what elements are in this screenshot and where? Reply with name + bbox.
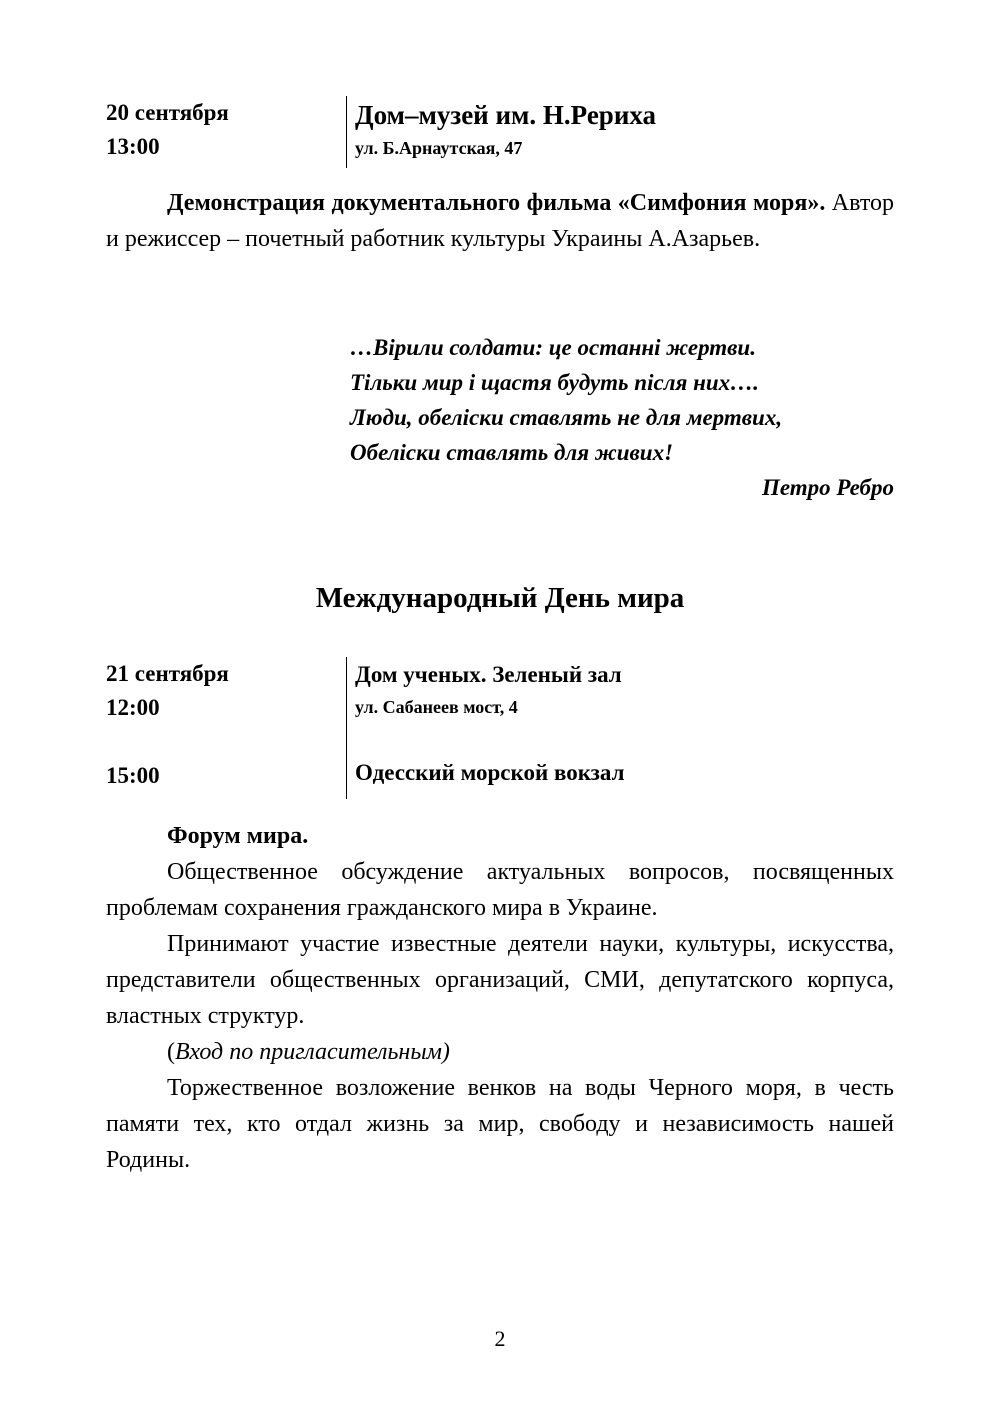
event-description: [106, 185, 894, 257]
description-bold: Демонстрация документального фильма «Симфония моря».: [167, 190, 826, 216]
forum-title: Форум мира.: [167, 823, 309, 849]
event-date: 20 сентября: [106, 100, 229, 125]
event-time-2: 15:00: [106, 763, 160, 788]
section-title: Международный День мира: [315, 582, 685, 614]
event-date: 21 сентября: [106, 661, 229, 686]
event-venue-block: [346, 96, 656, 168]
event-datetime: [106, 657, 341, 793]
poem-line: Обеліски ставлять для живих!: [350, 440, 674, 465]
poem-line: Тільки мир і щастя будуть після них….: [350, 370, 759, 395]
poem-epigraph: [350, 330, 894, 505]
venue-address: ул. Б.Арнаутская, 47: [355, 138, 523, 158]
poem-line: …Вірили солдати: це останні жертви.: [350, 335, 756, 360]
venue-name: Дом ученых. Зеленый зал: [355, 662, 622, 687]
poem-author: Петро Ребро: [761, 475, 894, 500]
forum-section: [106, 818, 894, 1178]
venue-name-2: Одесский морской вокзал: [355, 760, 625, 785]
forum-paragraph: Общественное обсуждение актуальных вопросов, посвященных проблемам сохранения гражданского мира в Украине.: [106, 859, 894, 921]
forum-paragraph: Торжественное возложение венков на воды Черного моря, в честь памяти тех, кто отдал жизнь за мир, свободу и независимость нашей Родины.: [106, 1075, 894, 1173]
forum-note: (Вход по пригласительным): [167, 1039, 450, 1065]
forum-paragraph: Принимают участие известные деятели науки, культуры, искусства, представители общественных организаций, СМИ, депутатского корпуса, властных структур.: [106, 931, 894, 1029]
venue-address: ул. Сабанеев мост, 4: [355, 697, 518, 717]
event-venue-block: [346, 657, 625, 799]
event-time: 12:00: [106, 695, 160, 720]
venue-name: Дом–музей им. Н.Рериха: [355, 100, 657, 130]
poem-line: Люди, обеліски ставлять не для мертвих,: [350, 405, 783, 430]
event-datetime: [106, 96, 341, 164]
invitation-note: Вход по пригласительным): [175, 1039, 450, 1065]
description-text: Автор и режиссер – почетный работник культуры Украины А.Азарьев.: [106, 190, 894, 252]
event-time: 13:00: [106, 134, 160, 159]
page-number: 2: [494, 1326, 506, 1351]
